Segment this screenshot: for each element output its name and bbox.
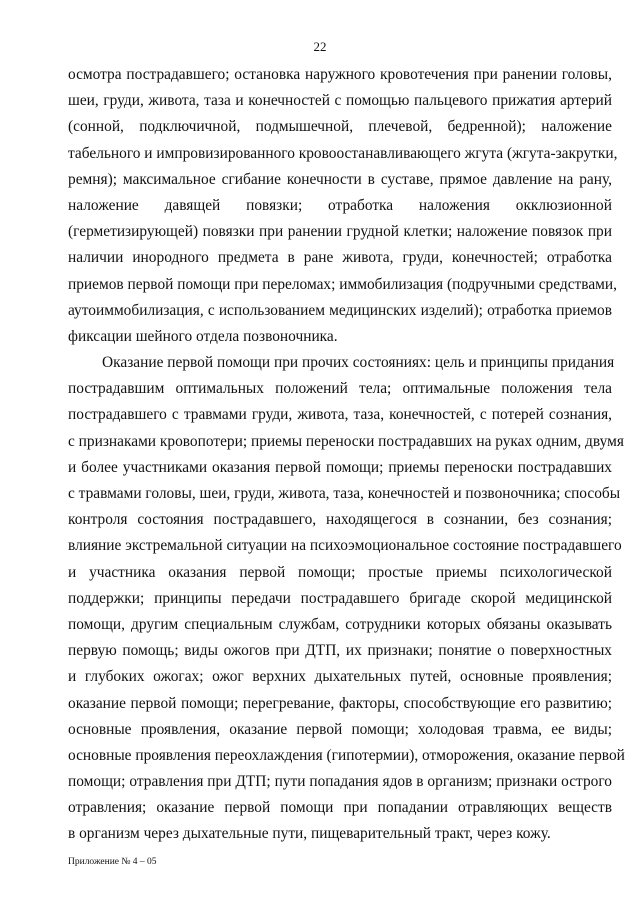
text-line: с признаками кровопотери; приемы переноски пострадавших на руках одним, двумя	[68, 432, 624, 450]
text-line: основные проявления, оказание первой помощи; холодовая травма, ее виды;	[68, 720, 612, 738]
footer-appendix-label: Приложение № 4 – 05	[68, 857, 157, 867]
text-line: шеи, груди, живота, таза и конечностей с помощью пальцевого прижатия артерий	[68, 92, 612, 110]
text-line: и участника оказания первой помощи; простые приемы психологической	[68, 563, 612, 581]
text-line: аутоиммобилизация, с использованием медицинских изделий); отработка приемов	[68, 301, 612, 319]
paragraph	[68, 350, 625, 848]
text-line: поддержки; принципы передачи пострадавшего бригаде скорой медицинской	[68, 589, 612, 607]
text-line: контроля состояния пострадавшего, находящегося в сознании, без сознания;	[68, 511, 612, 529]
text-line: и более участниками оказания первой помощи; приемы переноски пострадавших	[68, 458, 612, 476]
text-line: основные проявления переохлаждения (гипотермии), отморожения, оказание первой	[68, 746, 625, 764]
text-line: (герметизирующей) повязки при ранении грудной клетки; наложение повязок при	[68, 223, 612, 241]
text-line: фиксации шейного отдела позвоночника.	[68, 327, 338, 345]
text-line: приемов первой помощи при переломах; иммобилизация (подручными средствами,	[68, 275, 617, 293]
paragraph	[68, 62, 618, 350]
text-line: Оказание первой помощи при прочих состояниях: цель и принципы придания	[102, 354, 615, 372]
text-line: и глубоких ожогах; ожог верхних дыхательных путей, основные проявления;	[68, 668, 612, 686]
text-line: ремня); максимальное сгибание конечности в суставе, прямое давление на рану,	[68, 170, 612, 188]
text-line: отравления; оказание первой помощи при попадании отравляющих веществ	[68, 799, 612, 817]
text-line: осмотра пострадавшего; остановка наружного кровотечения при ранении головы,	[68, 66, 612, 83]
text-line: табельного и импровизированного кровоостанавливающего жгута (жгута-закрутки,	[68, 144, 618, 162]
text-line: влияние экстремальной ситуации на психоэмоциональное состояние пострадавшего	[68, 537, 622, 555]
text-line: наличии инородного предмета в ране живота, груди, конечностей; отработка	[68, 249, 612, 267]
text-line: помощи, другим специальным службам, сотрудники которых обязаны оказывать	[68, 615, 612, 633]
text-line: (сонной, подключичной, подмышечной, плечевой, бедренной); наложение	[68, 118, 612, 136]
text-line: первую помощь; виды ожогов при ДТП, их признаки; понятие о поверхностных	[68, 642, 612, 660]
text-line: с травмами головы, шеи, груди, живота, таза, конечностей и позвоночника; способы	[68, 485, 621, 502]
text-line: пострадавшим оптимальных положений тела; оптимальные положения тела	[68, 380, 612, 398]
text-line: оказание первой помощи; перегревание, факторы, способствующие его развитию;	[68, 694, 612, 712]
document-body	[68, 62, 625, 848]
page-number: 22	[313, 39, 327, 54]
text-line: наложение давящей повязки; отработка наложения окклюзионной	[68, 196, 612, 214]
text-line: помощи; отравления при ДТП; пути попадания ядов в организм; признаки острого	[68, 773, 612, 791]
text-line: пострадавшего с травмами груди, живота, таза, конечностей, с потерей сознания,	[68, 406, 612, 424]
text-line: в организм через дыхательные пути, пищеварительный тракт, через кожу.	[68, 825, 551, 843]
